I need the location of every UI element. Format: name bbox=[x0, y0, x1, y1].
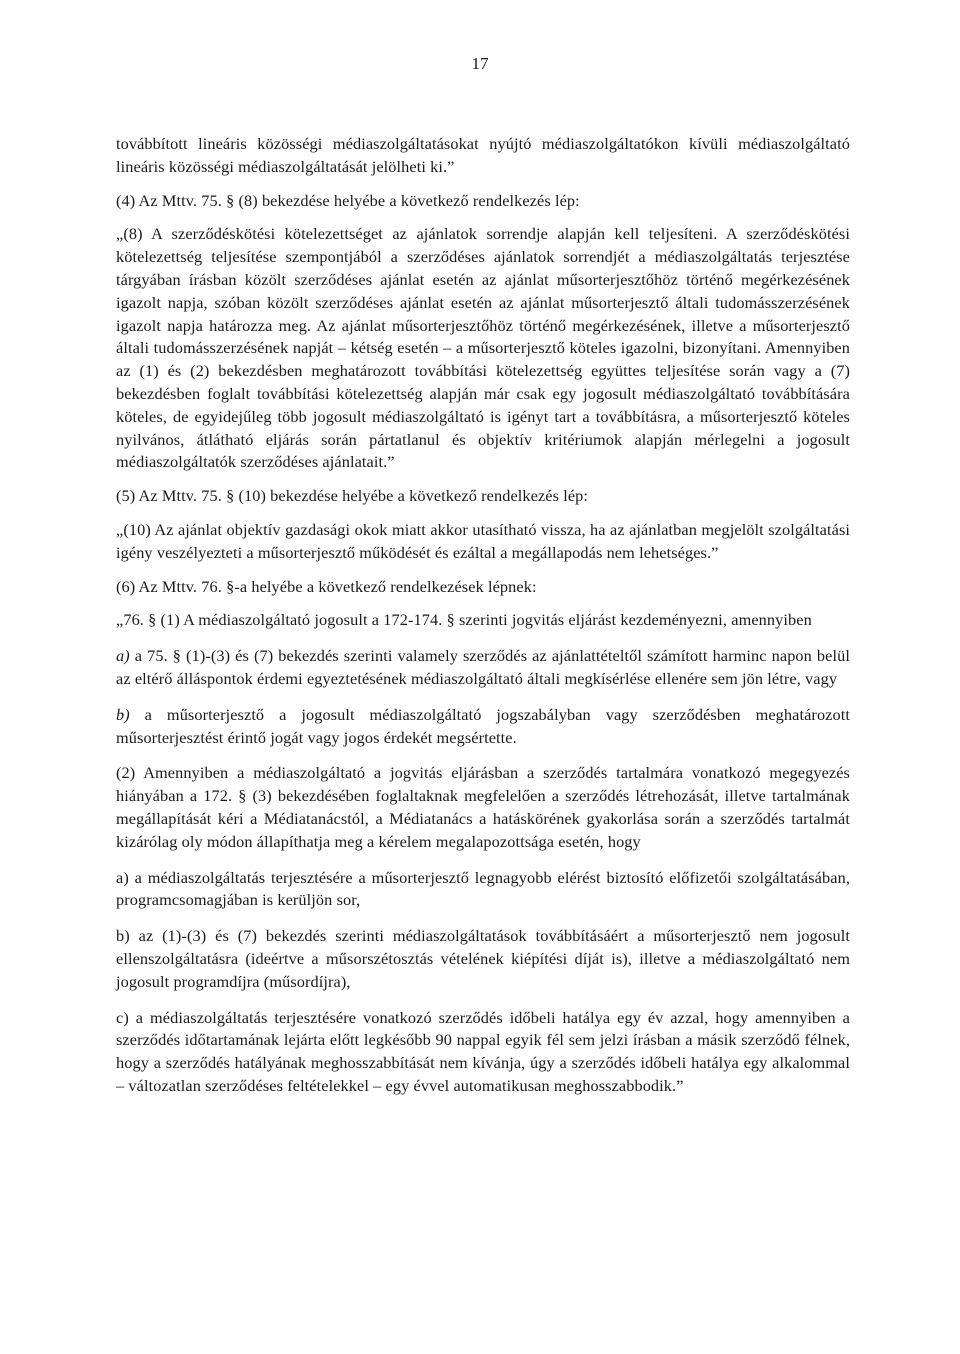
point-b-text: a műsorterjesztő a jogosult médiaszolgáltató jogszabályban vagy szerződésben meghatározott műsorterjesztést érintő jogát vagy jogos érdekét megsértette. bbox=[116, 704, 850, 747]
point-b-label: b) bbox=[116, 704, 130, 724]
paragraph-item-a: a) a médiaszolgáltatás terjesztésére a műsorterjesztő legnagyobb elérést biztosító előfizetői szolgáltatásában, programcsomagjában is kerüljön sor, bbox=[116, 867, 850, 910]
paragraph-item-b: b) az (1)-(3) és (7) bekezdés szerinti médiaszolgáltatások továbbításáért a műsorterjesztő nem jogosult ellenszolgáltatásra (ideértve a műsorszétosztás vételének kiépítési díját is), illetve a médiaszolgáltató nem jogosult programdíjra (műsordíjra), bbox=[116, 926, 850, 991]
point-a-label: a) bbox=[116, 646, 130, 666]
point-a-text: a 75. § (1)-(3) és (7) bekezdés szerinti valamely szerződés az ajánlattételtől számított harminc napon belül az eltérő álláspontok érdemi egyeztetésének médiaszolgáltató általi megkísérlése ellenére sem jön létre, vagy bbox=[116, 646, 850, 688]
page-number: 17 bbox=[471, 54, 489, 73]
paragraph-section-76-1: „76. § (1) A médiaszolgáltató jogosult a 172-174. § szerinti jogvitás eljárást kezdeményezni, amennyiben bbox=[116, 610, 812, 630]
paragraph-amendment-4: (4) Az Mttv. 75. § (8) bekezdése helyébe a következő rendelkezés lép: bbox=[116, 190, 580, 210]
paragraph-section-76-2: (2) Amennyiben a médiaszolgáltató a jogvitás eljárásban a szerződés tartalmára vonatkozó megegyezés hiányában a 172. § (3) bekezdésében foglaltaknak megfelelően a szerződés létrehozását, illetve tartalmának megállapítását kéri a Médiatanácstól, a Médiatanács a hatáskörének gyakorlása során a szerződés tartalmát kizárólag oly módon állapíthatja meg a kérelem megalapozottsága esetén, hogy bbox=[116, 763, 850, 851]
document-body bbox=[116, 133, 850, 1098]
paragraph-point-b bbox=[116, 704, 850, 750]
paragraph-quote-8: „(8) A szerződéskötési kötelezettséget az ajánlatok sorrendje alapján kell teljesíteni. A szerződéskötési kötelezettség teljesítése szempontjából a szerződéses ajánlatok sorrendjét a médiaszolgáltatás terjesztése tárgyában írásban közölt szerződéses ajánlat esetén az ajánlat műsorterjesztőhöz történő megérkezésének igazolt napja, szóban közölt szerződéses ajánlat esetén az ajánlat műsorterjesztő általi tudomásszerzésének igazolt napja határozza meg. Az ajánlat műsorterjesztőhöz történő megérkezésének, illetve a műsorterjesztő általi tudomásszerzésének napját – kétség esetén – a műsorterjesztő köteles igazolni, bizonyítani. Amennyiben az (1) és (2) bekezdésben meghatározott továbbítási kötelezettség együttes teljesítése során vagy a (7) bekezdésben foglalt továbbítási kötelezettség alapján már csak egy jogosult médiaszolgáltató továbbítására köteles, de egyidejűleg több jogosult médiaszolgáltató is igényt tart a továbbításra, a műsorterjesztő köteles nyilvános, átlátható eljárás során pártatlanul és objektív kritériumok alapján mérlegelni a jogosult médiaszolgáltatók szerződéses ajánlatait.” bbox=[116, 224, 850, 472]
paragraph-continuation: továbbított lineáris közösségi médiaszolgáltatásokat nyújtó médiaszolgáltatókon kívüli médiaszolgáltató lineáris közösségi médiaszolgáltatását jelölheti ki.” bbox=[116, 134, 850, 176]
paragraph-amendment-6: (6) Az Mttv. 76. §-a helyébe a következő rendelkezések lépnek: bbox=[116, 576, 537, 596]
paragraph-quote-10: „(10) Az ajánlat objektív gazdasági okok miatt akkor utasítható vissza, ha az ajánlatban megjelölt szolgáltatási igény veszélyezteti a műsorterjesztő működését és ezáltal a megállapodás nem lehetséges.” bbox=[116, 519, 850, 562]
paragraph-point-a bbox=[116, 645, 850, 691]
paragraph-item-c: c) a médiaszolgáltatás terjesztésére vonatkozó szerződés időbeli hatálya egy év azzal, hogy amennyiben a szerződés időtartamának lejárta előtt legkésőbb 90 nappal egyik fél sem jelzi írásban a másik szerződő félnek, hogy a szerződés hatályának meghosszabbítását nem kívánja, úgy a szerződés időbeli hatálya egy alkalommal – változatlan szerződéses feltételekkel – egy évvel automatikusan meghosszabbodik.” bbox=[116, 1007, 850, 1095]
paragraph-amendment-5: (5) Az Mttv. 75. § (10) bekezdése helyébe a következő rendelkezés lép: bbox=[116, 486, 589, 506]
